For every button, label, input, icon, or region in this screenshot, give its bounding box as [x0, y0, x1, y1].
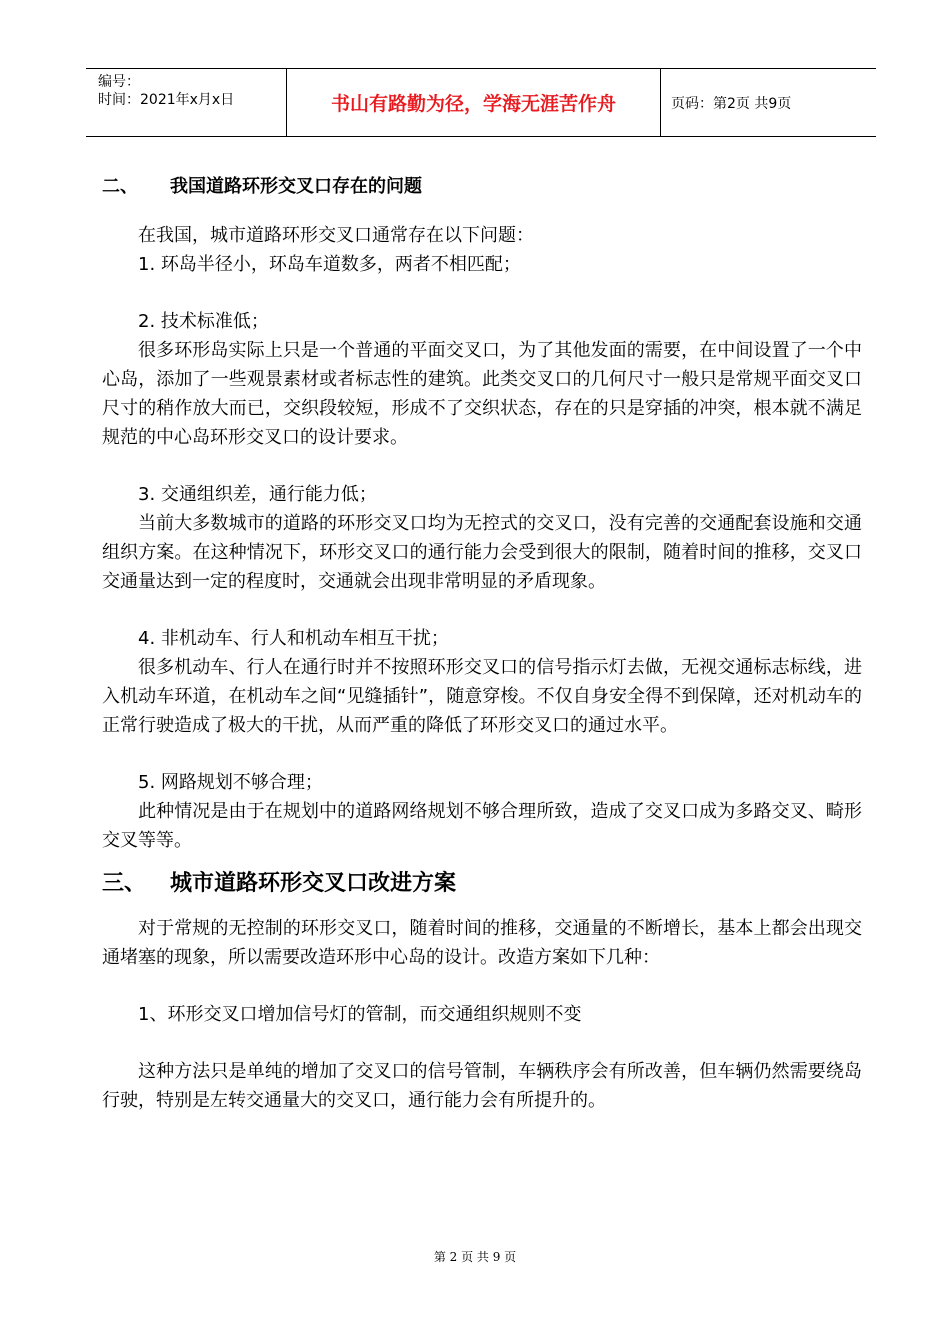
- motto: 书山有路勤为径，学海无涯苦作舟: [287, 69, 661, 136]
- section2-heading: [102, 172, 862, 201]
- document-body: [102, 160, 862, 1115]
- section2-para4: 很多机动车、行人在通行时并不按照环形交叉口的信号指示灯去做，无视交通标志标线，进入机动车环道，在机动车之间“见缝插针”，随意穿梭。不仅自身安全得不到保障，还对机动车的正常行驶造成了极大的干扰，从而严重的降低了环形交叉口的通过水平。: [102, 657, 862, 736]
- section3-para1: 这种方法只是单纯的增加了交叉口的信号管制，车辆秩序会有所改善，但车辆仍然需要绕岛行驶，特别是左转交通量大的交叉口，通行能力会有所提升的。: [102, 1061, 862, 1111]
- number-label: 编号：: [98, 74, 140, 90]
- section2-para2: 很多环形岛实际上只是一个普通的平面交叉口，为了其他发面的需要，在中间设置了一个中心岛，添加了一些观景素材或者标志性的建筑。此类交叉口的几何尺寸一般只是常规平面交叉口尺寸的稍作放大而已，交织段较短，形成不了交织状态，存在的只是穿插的冲突，根本就不满足规范的中心岛环形交叉口的设计要求。: [102, 340, 862, 448]
- section3-heading: [102, 869, 862, 898]
- section3-intro: 对于常规的无控制的环形交叉口，随着时间的推移，交通量的不断增长，基本上都会出现交通堵塞的现象，所以需要改造环形中心岛的设计。改造方案如下几种：: [102, 918, 862, 968]
- header-left-cell: [86, 69, 287, 136]
- section2-item3: 3. 交通组织差，通行能力低；: [138, 484, 377, 505]
- section2-para5: 此种情况是由于在规划中的道路网络规划不够合理所致，造成了交叉口成为多路交叉、畸形交叉等等。: [102, 801, 862, 851]
- time-label: 时间：2021年x月x日: [98, 92, 235, 108]
- section3-title: 城市道路环形交叉口改进方案: [170, 871, 457, 896]
- section3-item1: 1、环形交叉口增加信号灯的管制，而交通组织规则不变: [138, 1004, 582, 1025]
- section2-item5: 5. 网路规划不够合理；: [138, 772, 323, 793]
- section2-item2: 2. 技术标准低；: [138, 311, 269, 332]
- section2-number: 二、: [102, 176, 138, 197]
- section2-title: 我国道路环形交叉口存在的问题: [170, 176, 422, 197]
- section2-item1: 1. 环岛半径小，环岛车道数多，两者不相匹配；: [138, 254, 521, 275]
- page-label: 页码：第2页 共9页: [671, 95, 792, 112]
- page-footer: 第 2 页 共 9 页: [433, 1250, 517, 1264]
- section2-para3: 当前大多数城市的道路的环形交叉口均为无控式的交叉口，没有完善的交通配套设施和交通组织方案。在这种情况下，环形交叉口的通行能力会受到很大的限制，随着时间的推移，交叉口交通量达到一定的程度时，交通就会出现非常明显的矛盾现象。: [102, 513, 862, 592]
- section2-intro: 在我国，城市道路环形交叉口通常存在以下问题：: [138, 225, 534, 246]
- section3-number: 三、: [102, 871, 147, 896]
- section2-item4: 4. 非机动车、行人和机动车相互干扰；: [138, 628, 449, 649]
- header-table: [86, 68, 876, 137]
